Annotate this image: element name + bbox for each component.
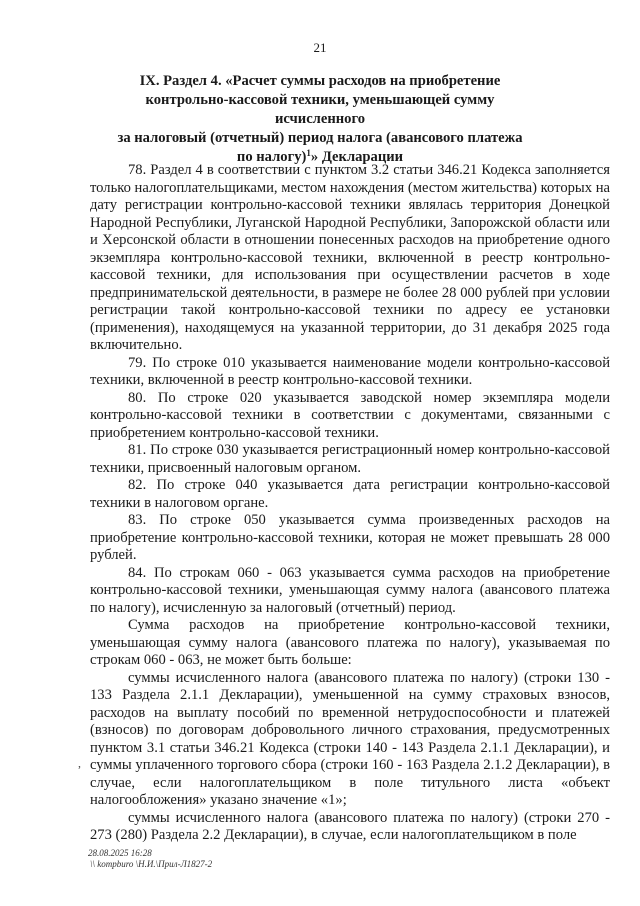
heading-text: по налогу): [236, 149, 307, 165]
heading-line: IX. Раздел 4. «Расчет суммы расходов на приобретение: [139, 73, 501, 89]
paragraph: 80. По строке 020 указывается заводской номер экземпляра модели контрольно-кассовой техники в соответствии с документами, связанными с приобретением контрольно-кассовой техники.: [90, 389, 610, 441]
paragraph: 81. По строке 030 указывается регистрационный номер контрольно-кассовой техники, присвоенный налоговым органом.: [90, 442, 610, 476]
footer-file-path: \\ kompburo \Н.И.\Прил-Л1827-2: [90, 859, 213, 869]
section-heading: [100, 72, 540, 167]
heading-line: контрольно-кассовой техники, уменьшающей сумму исчисленного: [145, 92, 495, 127]
print-footer: [88, 848, 212, 870]
paragraph: 79. По строке 010 указывается наименование модели контрольно-кассовой техники, включенной в реестр контрольно-кассовой техники.: [90, 354, 610, 388]
document-body: [90, 162, 610, 845]
page-number: 21: [313, 40, 327, 55]
paragraph: 82. По строке 040 указывается дата регистрации контрольно-кассовой техники в налоговом органе.: [90, 477, 610, 511]
heading-line: за налоговый (отчетный) период налога (авансового платежа: [117, 130, 523, 146]
paragraph: Сумма расходов на приобретение контрольно-кассовой техники, уменьшающая сумму налога (авансового платежа по налогу), указываемая по строкам 060 - 063, не может быть больше:: [90, 617, 610, 668]
paragraph: 78. Раздел 4 в соответствии с пунктом 3.2 статьи 346.21 Кодекса заполняется только налогоплательщиками, местом нахождения (местом жительства) которых на дату регистрации контрольно-кассовой техники являлась территория Донецкой Народной Республики, Луганской Народной Республики, Запорожской области или и Херсонской области в отношении понесенных расходов на приобретение одного экземпляра контрольно-кассовой техники, включенной в реестр контрольно-кассовой техники, для использования при осуществлении расчетов в ходе предпринимательской деятельности, в размере не более 28 000 рублей при условии регистрации такой контрольно-кассовой техники по адресу ее установки (применения), находящемуся на указанной территории, до 31 декабря 2025 года включительно.: [90, 162, 610, 353]
footnote-marker: 1: [306, 148, 311, 158]
paragraph: 84. По строкам 060 - 063 указывается сумма расходов на приобретение контрольно-кассовой техники, уменьшающая сумму налога (авансового платежа по налогу), исчисленную за налоговый (отчетный) период.: [90, 564, 610, 616]
paragraph: суммы исчисленного налога (авансового платежа по налогу) (строки 270 - 273 (280) Раздела 2.2 Декларации), в случае, если налогоплательщиком в поле: [90, 809, 610, 843]
footer-timestamp: 28.08.2025 16:28: [88, 848, 152, 858]
margin-mark: ,: [78, 756, 81, 770]
paragraph: суммы исчисленного налога (авансового платежа по налогу) (строки 130 - 133 Раздела 2.1.1 Декларации), уменьшенной на сумму страховых взносов, расходов на выплату пособий по временной нетрудоспособности и платежей (взносов) по договорам добровольного личного страхования, предусмотренных пунктом 3.1 статьи 346.21 Кодекса (строки 140 - 143 Раздела 2.1.1 Декларации), и суммы уплаченного торгового сбора (строки 160 - 163 Раздела 2.1.2 Декларации), в случае, если налогоплательщиком в поле титульного листа «объект налогообложения» указано значение «1»;: [90, 669, 610, 808]
heading-text: » Декларации: [310, 149, 404, 165]
paragraph: 83. По строке 050 указывается сумма произведенных расходов на приобретение контрольно-кассовой техники, которая не может превышать 28 000 рублей.: [90, 512, 610, 563]
